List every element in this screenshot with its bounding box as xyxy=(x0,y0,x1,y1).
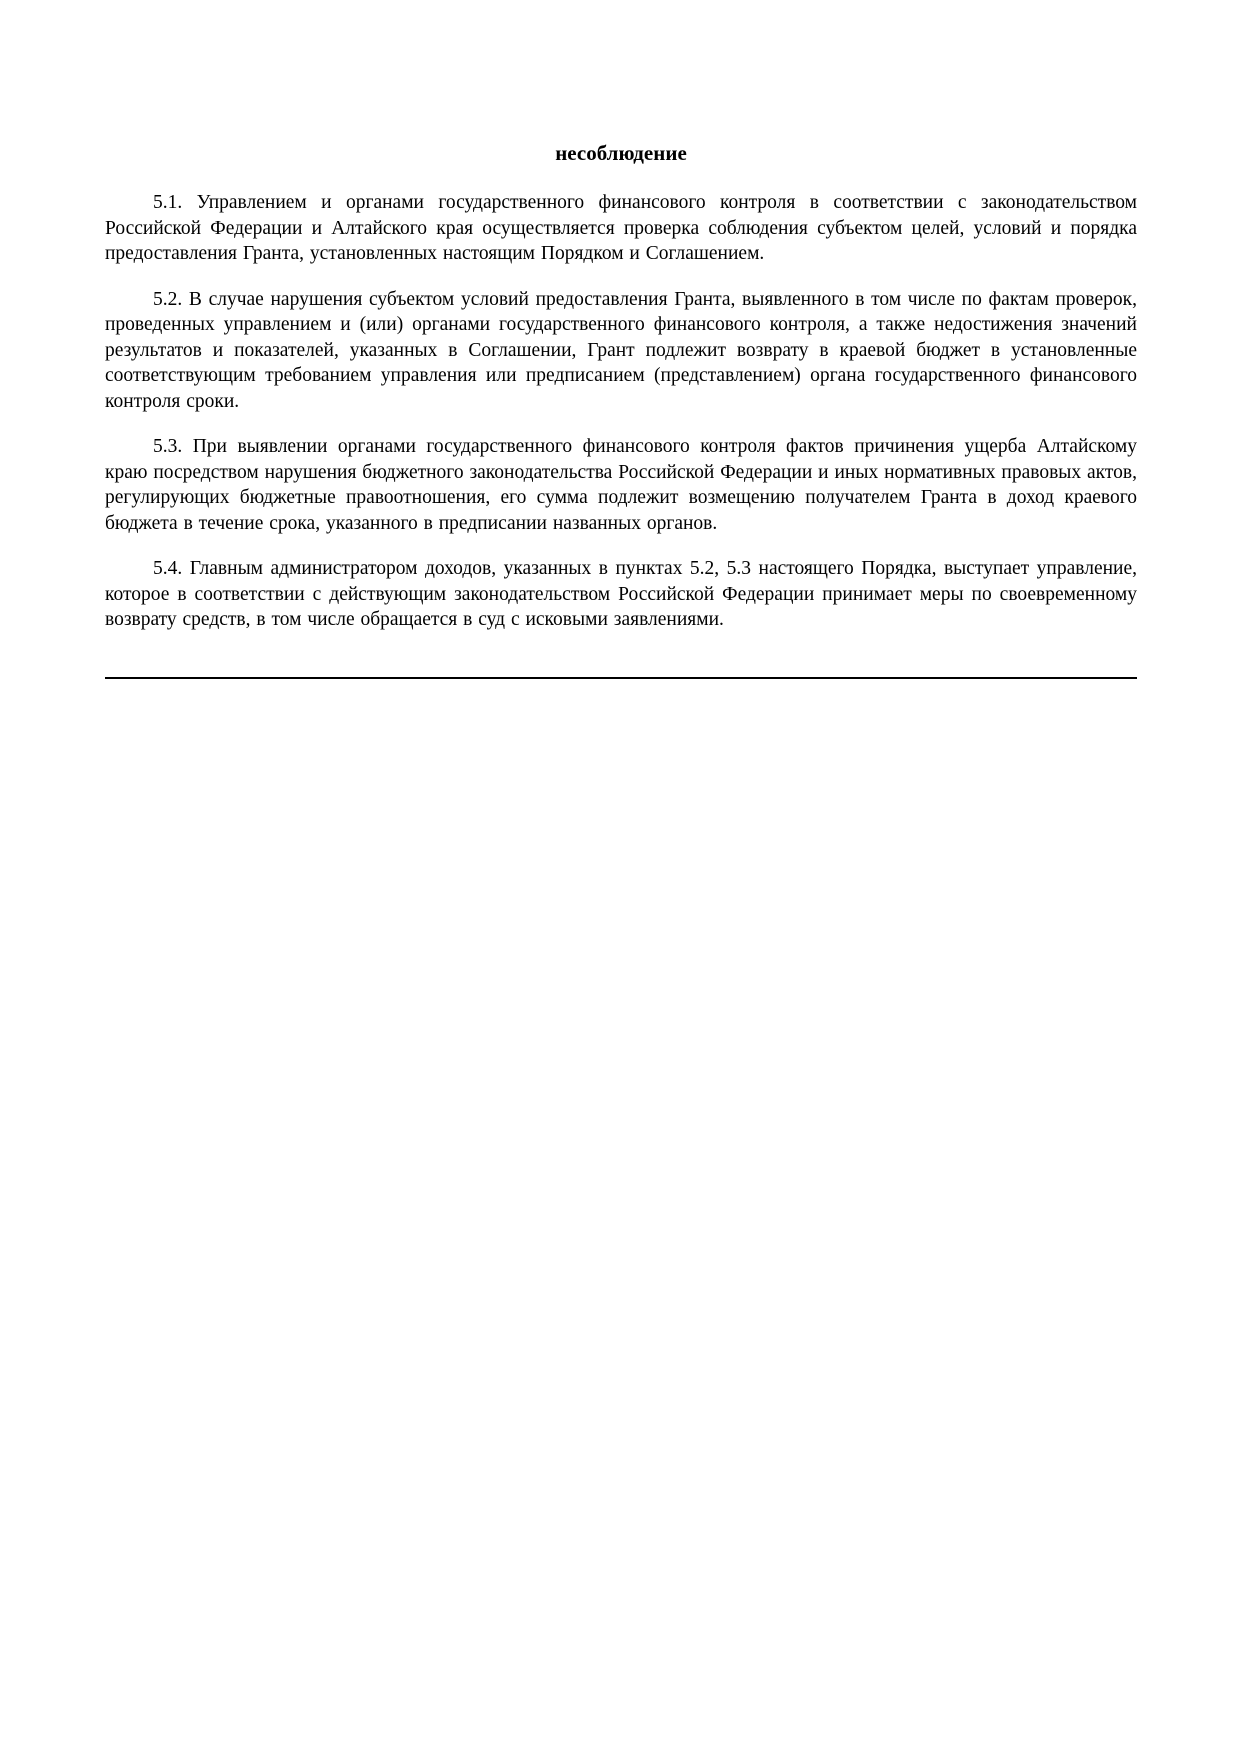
paragraph-5-3: 5.3. При выявлении органами государственного финансового контроля фактов причинения ущерба Алтайскому краю посредством нарушения бюджетного законодательства Российской Федерации и иных нормативных правовых актов, регулирующих бюджетные правоотношения, его сумма подлежит возмещению получателем Гранта в доход краевого бюджета в течение срока, указанного в предписании названных органов. xyxy=(105,436,1137,534)
horizontal-divider xyxy=(105,677,1137,679)
page-title: несоблюдение xyxy=(555,141,687,165)
paragraph-5-4: 5.4. Главным администратором доходов, указанных в пунктах 5.2, 5.3 настоящего Порядка, выступает управление, которое в соответствии с действующим законодательством Российской Федерации принимает меры по своевременному возврату средств, в том числе обращается в суд с исковыми заявлениями. xyxy=(105,558,1137,630)
paragraph-5-2: 5.2. В случае нарушения субъектом условий предоставления Гранта, выявленного в том числе по фактам проверок, проведенных управлением и (или) органами государственного финансового контроля, а также недостижения значений результатов и показателей, указанных в Соглашении, Грант подлежит возврату в краевой бюджет в установленные соответствующим требованием управления или предписанием (представлением) органа государственного финансового контроля сроки. xyxy=(105,288,1137,412)
paragraph-5-1: 5.1. Управлением и органами государственного финансового контроля в соответствии с законодательством Российской Федерации и Алтайского края осуществляется проверка соблюдения субъектом целей, условий и порядка предоставления Гранта, установленных настоящим Порядком и Соглашением. xyxy=(105,192,1137,264)
